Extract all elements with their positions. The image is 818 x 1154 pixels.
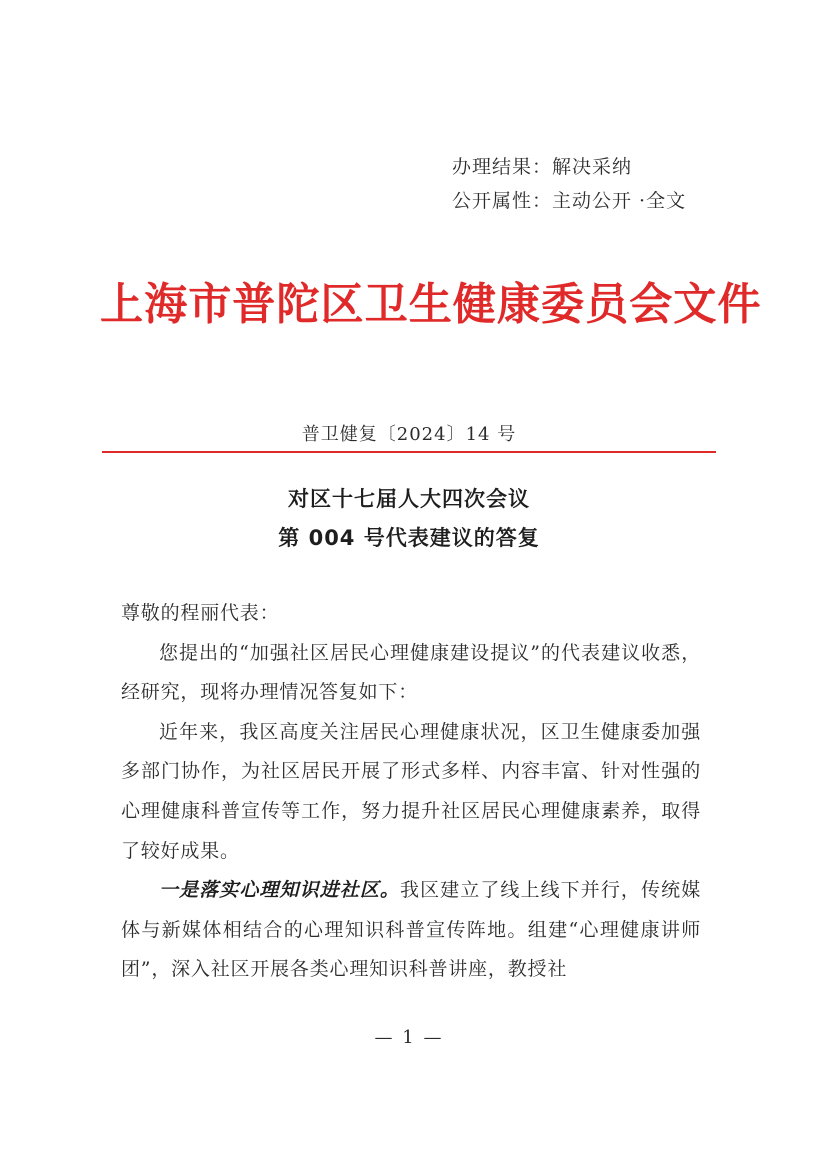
reply-title-line1: 对区十七届人大四次会议 (288, 487, 530, 511)
organization-title: 上海市普陀区卫生健康委员会文件 (100, 279, 762, 330)
paragraph-3 (121, 871, 701, 990)
red-divider (102, 451, 716, 453)
salutation: 尊敬的程丽代表： (121, 602, 280, 624)
paragraph-3-text: 我区建立了线上线下并行，传统媒体与新媒体相结合的心理知识科普宣传阵地。组建“心理健康讲师团”，深入社区开展各类心理知识科普讲座，教授社 (121, 879, 701, 981)
document-body (121, 594, 701, 990)
paragraph-2: 近年来，我区高度关注居民心理健康状况，区卫生健康委加强多部门协作，为社区居民开展了形式多样、内容丰富、针对性强的心理健康科普宣传等工作，努力提升社区居民心理健康素养，取得了较好成果。 (121, 720, 701, 862)
page-number: — 1 — (374, 1027, 444, 1048)
paragraph-1: 您提出的“加强社区居民心理健康建设提议”的代表建议收悉，经研究，现将办理情况答复如下： (121, 641, 701, 704)
disclosure-attribute: 公开属性：主动公开 ·全文 (452, 190, 687, 212)
reply-title-line2: 第 004 号代表建议的答复 (278, 526, 540, 550)
paragraph-3-lead: 一是落实心理知识进社区。 (159, 879, 401, 902)
handling-result: 办理结果：解决采纳 (452, 156, 633, 178)
document-number: 普卫健复〔2024〕14 号 (301, 424, 517, 445)
